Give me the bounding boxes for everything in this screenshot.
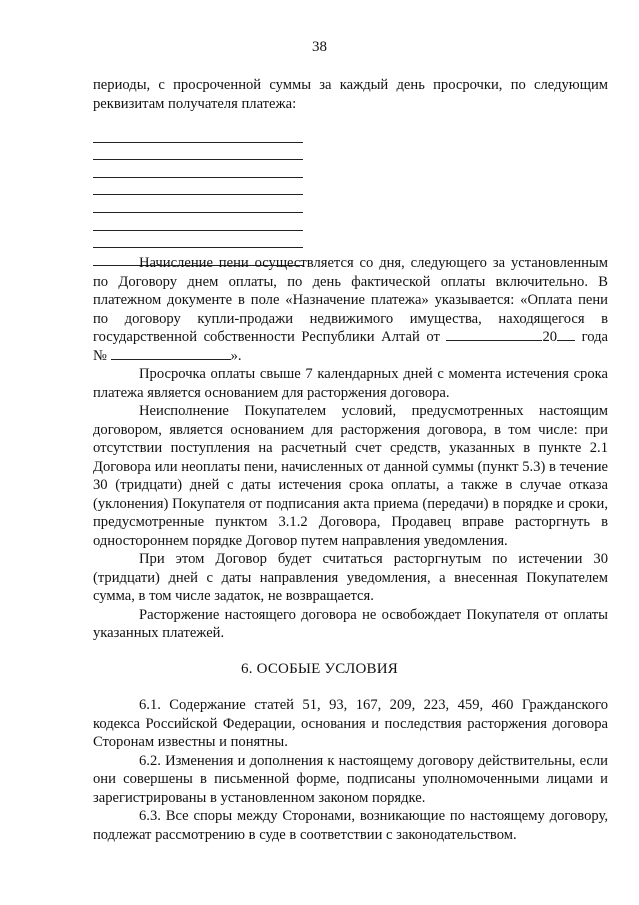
penalty-text: Начисление пени осуществляется со дня, следующего за установленным по Договору днем оплаты, по день фактической оплаты включительно. В платежном документе в поле «Назначение платежа» указывается: «Оплата пени по договору купли-продажи недвижимого имущества, находящегося в государственной собственности Республики Алтай от: [93, 255, 608, 345]
intro-text: периоды, с просроченной суммы за каждый день просрочки, по следующим реквизитам получателя платежа:: [93, 77, 608, 112]
section6-heading: 6. ОСОБЫЕ УСЛОВИЯ: [241, 661, 398, 677]
section5-paragraph: Неисполнение Покупателем условий, предусмотренных настоящим договором, является основанием для расторжения договора, в том числе: при отсутствии поступления на расчетный счет средств, указанных в пункте 2.1 Договора или неоплаты пени, начисленных от данной суммы (пункт 5.3) в течение 30 (тридцати) дней с даты истечения срока оплаты, а также в случае отказа (уклонения) Покупателя от подписания акта приема (передачи) в порядке и сроки, предусмотренные пунктом 3.1.2 Договора, Продавец вправе расторгнуть в одностороннем порядке Договор путем направления уведомления.: [93, 403, 608, 549]
clause-6-2: 6.2. Изменения и дополнения к настоящему договору действительны, если они совершены в письменной форме, подписаны уполномоченными лицами и зарегистрированы в установленном законом порядке.: [93, 752, 608, 806]
blank-line: [93, 125, 303, 143]
section5-paragraph: Просрочка оплаты свыше 7 календарных дней с момента истечения срока платежа является основанием для расторжения договора.: [93, 366, 608, 401]
penalty-paragraph: [93, 254, 608, 365]
section6-body: [93, 696, 608, 844]
blank-line: [93, 231, 303, 249]
year-suffix: года №: [93, 329, 608, 364]
blank-line: [93, 160, 303, 178]
blank-line: [93, 213, 303, 231]
year-prefix: 20: [542, 329, 558, 345]
payment-details-blank-lines: [93, 125, 303, 266]
clause-6-1: 6.1. Содержание статей 51, 93, 167, 209, 223, 459, 460 Гражданского кодекса Российской Федерации, основания и последствия расторжения договора Сторонам известны и понятны.: [93, 697, 608, 750]
section5-paragraph: Расторжение настоящего договора не освобождает Покупателя от оплаты указанных платежей.: [93, 606, 608, 641]
section5-continuation: [93, 254, 608, 643]
penalty-closing: ».: [230, 347, 242, 364]
clause-6-3: 6.3. Все споры между Сторонами, возникающие по настоящему договору, подлежат рассмотрению в суде в соответствии с законодательством.: [93, 808, 608, 843]
blank-line: [93, 143, 303, 161]
blank-line: [93, 178, 303, 196]
blank-line: [93, 195, 303, 213]
date-blank: [446, 328, 542, 341]
contract-number-blank: [111, 347, 231, 360]
intro-block: [93, 76, 608, 113]
page-number: 38: [312, 39, 327, 55]
section5-paragraph: При этом Договор будет считаться расторгнутым по истечении 30 (тридцати) дней с даты направления уведомления, а внесенная Покупателем сумма, в том числе задаток, не возвращается.: [93, 551, 608, 604]
year-blank: [557, 328, 575, 341]
